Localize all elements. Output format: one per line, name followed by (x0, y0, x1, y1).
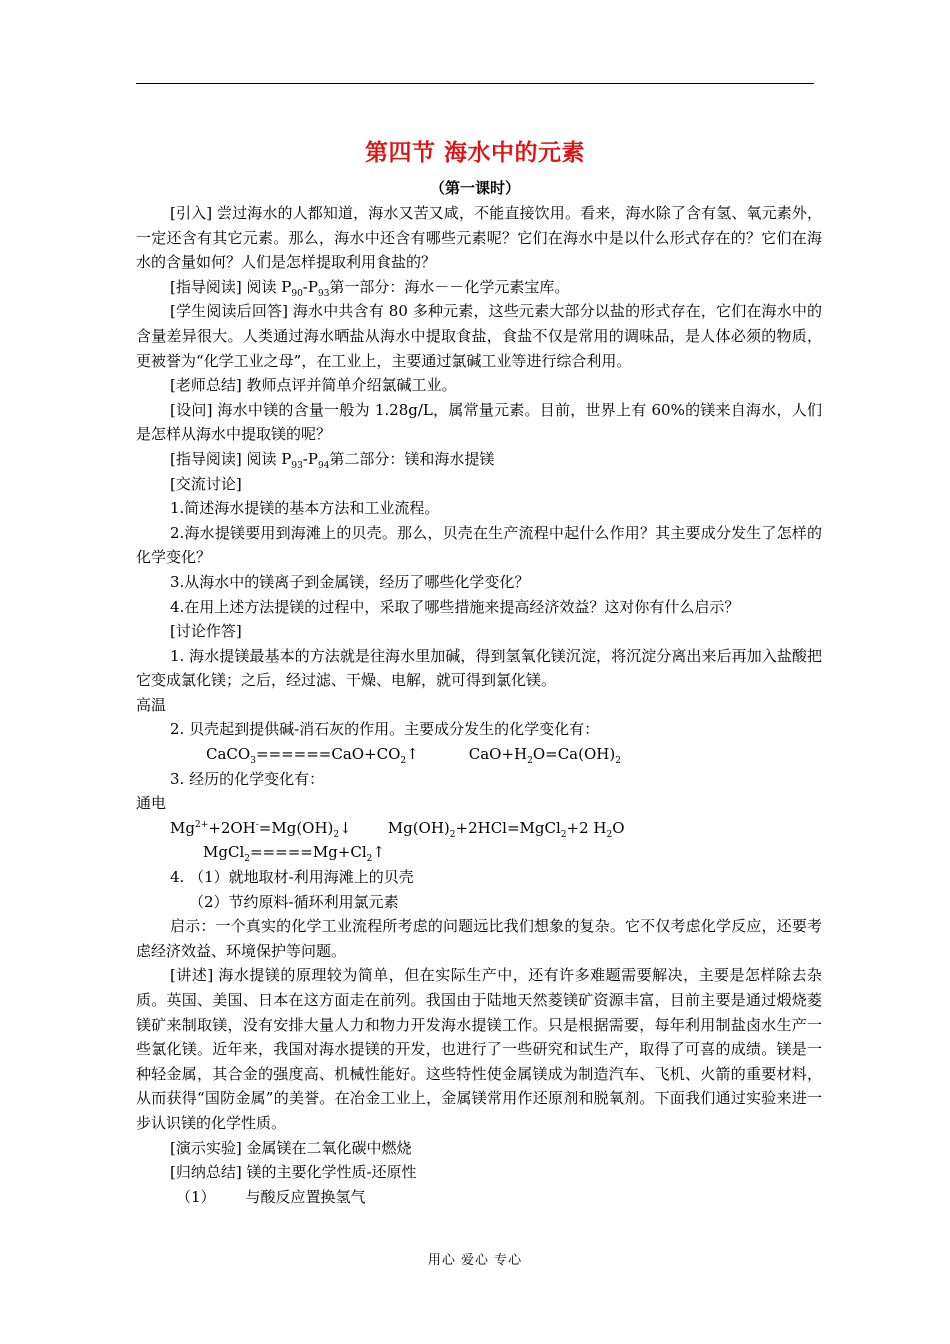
discussion-question-3: 3.从海水中的镁离子到金属镁，经历了哪些化学变化？ (170, 572, 530, 591)
subscript: 2 (333, 829, 340, 840)
equation-calcination (206, 745, 419, 767)
superscript: - (255, 819, 259, 830)
text-span: +2 H (566, 818, 607, 837)
text-span: -P (302, 277, 318, 296)
text-span: [指导阅读] 阅读 P (170, 449, 292, 468)
text-span: O (612, 818, 625, 837)
text-span: ↓ (339, 818, 352, 837)
page-subscript: 90 (291, 288, 303, 299)
text-span: =Mg(OH) (258, 818, 334, 837)
text-span: =====Mg+Cl (249, 843, 367, 862)
subscript: 2 (527, 756, 533, 767)
page-footer: 用心 爱心 专心 (427, 1253, 523, 1268)
text-span: CaO+H (468, 745, 528, 764)
text-span: ↑ (406, 745, 419, 764)
student-answer-paragraph: [学生阅读后回答] 海水中共含有 80 多种元素，这些元素大部分以盐的形式存在，它们在海水中的含量差异很大。人类通过海水晒盐从海水中提取食盐，食盐不仅是常用的调味品，是人体必须的物质，更被誉为“化学工业之母”，在工业上，主要通过氯碱工业等进行综合利用。 (136, 302, 822, 370)
text-span: +2HCl=MgCl (455, 818, 561, 837)
text-span: Mg (170, 818, 195, 837)
question-paragraph: [设问] 海水中镁的含量一般为 1.28g/L，属常量元素。目前，世界上有 60%的镁来自海水，人们是怎样从海水中提取镁的呢？ (136, 400, 822, 444)
narration-paragraph: [讲述] 海水提镁的原理较为简单，但在实际生产中，还有许多难题需要解决，主要是怎样除去杂质。英国、美国、日本在这方面走在前列。我国由于陆地天然菱镁矿资源丰富，目前主要是通过煅烧菱镁矿来制取镁，没有安排大量人力和物力开发海水提镁工作。只是根据需要，每年利用制盐卤水生产一些氯化镁。近年来，我国对海水提镁的开发，也进行了一些研究和试生产，取得了可喜的成绩。镁是一种轻金属，其合金的强度高、机械性能好。这些特性使金属镁成为制造汽车、飞机、火箭的重要材料，从而获得“国防金属”的美誉。在冶金工业上，金属镁常用作还原剂和脱氧剂。下面我们通过实验来进一步认识镁的化学性质。 (136, 966, 822, 1132)
text-span: -P (302, 449, 318, 468)
section-title: 第四节 海水中的元素 (364, 140, 585, 166)
equation-precipitation (170, 818, 352, 840)
subscript: 2 (615, 756, 621, 767)
subscript: 2 (606, 829, 613, 840)
teacher-summary: [老师总结] 教师点评并简单介绍氯碱工业。 (170, 376, 457, 395)
text-span: O=Ca(OH) (532, 745, 616, 764)
equation-neutralization (387, 818, 625, 840)
text-span: 第一部分：海水－－化学元素宝库。 (329, 277, 570, 296)
item-number: （1） (176, 1187, 216, 1206)
equation-slaking (468, 745, 621, 767)
text-span: 第二部分：镁和海水提镁 (329, 449, 495, 468)
lesson-body (136, 201, 822, 1209)
text-span: ======CaO+CO (255, 745, 401, 764)
property-item-1 (136, 1185, 822, 1210)
text-span: CaCO (206, 745, 251, 764)
page-subscript: 93 (291, 460, 303, 471)
text-span: ↑ (372, 843, 385, 862)
answer-3: 3. 经历的化学变化有： (170, 769, 325, 788)
discussion-question-2: 2.海水提镁要用到海滩上的贝壳。那么，贝壳在生产流程中起什么作用？其主要成分发生了怎样的化学变化？ (136, 523, 822, 567)
subscript: 2 (449, 829, 456, 840)
answer-heading: [讨论作答] (170, 622, 242, 641)
subscript: 2 (400, 756, 407, 767)
text-span: +2OH (208, 818, 256, 837)
lesson-subtitle: （第一课时） (429, 179, 520, 197)
subscript: 2 (560, 829, 567, 840)
intro-paragraph: [引入] 尝过海水的人都知道，海水又苦又咸，不能直接饮用。看来，海水除了含有氢、氧元素外，一定还含有其它元素。那么，海水中还含有哪些元素呢？它们在海水中是以什么形式存在的？它们在海水的含量如何？人们是怎样提取利用食盐的？ (136, 204, 822, 272)
text-span: MgCl (203, 843, 245, 862)
answer-1: 1. 海水提镁最基本的方法就是往海水里加碱，得到氢氧化镁沉淀，将沉淀分离出来后再加入盐酸把它变成氯化镁；之后，经过滤、干燥、电解，就可得到氯化镁。 (136, 646, 822, 690)
item-text: 与酸反应置换氢气 (245, 1187, 366, 1206)
superscript: 2+ (194, 819, 209, 830)
summary-heading: [归纳总结] 镁的主要化学性质-还原性 (170, 1163, 417, 1182)
demo-experiment: [演示实验] 金属镁在二氧化碳中燃烧 (170, 1138, 412, 1157)
discussion-heading: [交流讨论] (170, 474, 242, 493)
answer-2: 2. 贝壳起到提供碱-消石灰的作用。主要成分发生的化学变化有： (170, 720, 600, 739)
text-span: [指导阅读] 阅读 P (170, 277, 292, 296)
equation-electrolysis (136, 840, 822, 865)
subscript: 2 (244, 854, 250, 865)
page-subscript: 93 (317, 288, 330, 299)
header-rule (136, 83, 814, 84)
insight-paragraph: 启示：一个真实的化学工业流程所考虑的问题远比我们想象的复杂。它不仅考虑化学反应，还要考虑经济效益、环境保护等问题。 (136, 917, 822, 960)
guided-reading-1 (136, 275, 822, 300)
subscript: 2 (366, 854, 373, 865)
condition-label-high-temp: 高温 (136, 695, 167, 714)
text-span: Mg(OH) (387, 818, 450, 837)
equation-line-1 (136, 742, 822, 767)
answer-4-part-1: 4. （1）就地取材-利用海滩上的贝壳 (170, 868, 414, 887)
equation-line-2 (136, 816, 822, 841)
subscript: 3 (250, 756, 256, 767)
discussion-question-4: 4.在用上述方法提镁的过程中，采取了哪些措施来提高经济效益？这对你有什么启示？ (170, 597, 740, 616)
guided-reading-2 (136, 447, 822, 472)
condition-label-electrolysis: 通电 (136, 794, 167, 813)
page-subscript: 94 (317, 460, 330, 471)
answer-4-part-2: （2）节约原料-循环利用氯元素 (189, 892, 399, 911)
discussion-question-1: 1.简述海水提镁的基本方法和工业流程。 (170, 499, 440, 518)
